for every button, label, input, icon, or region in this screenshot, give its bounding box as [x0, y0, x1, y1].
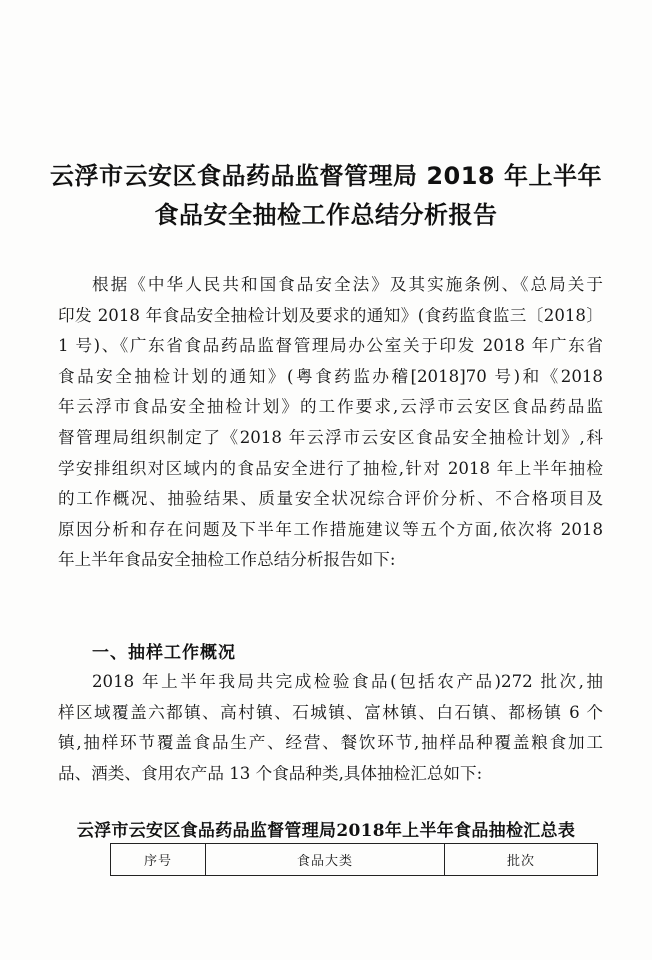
- paragraph-line: 品、酒类、食用农产品 13 个食品种类,具体抽检汇总如下:: [58, 763, 483, 783]
- paragraph-line: 学安排组织对区域内的食品安全进行了抽检,针对 2018 年上半年抽检: [58, 458, 603, 478]
- document-title-line-1: 云浮市云安区食品药品监督管理局 2018 年上半年: [49, 162, 602, 190]
- document-title-line-2: 食品安全抽检工作总结分析报告: [154, 201, 498, 229]
- table-title: 云浮市云安区食品药品监督管理局2018年上半年食品抽检汇总表: [76, 821, 576, 841]
- paragraph-line: 样区域覆盖六都镇、高村镇、石城镇、富林镇、白石镇、都杨镇 6 个: [58, 702, 603, 722]
- table-header-row: [111, 844, 598, 876]
- summary-table: [110, 843, 598, 876]
- paragraph-line: 督管理局组织制定了《2018 年云浮市云安区食品安全抽检计划》,科: [58, 427, 603, 447]
- paragraph-sampling-overview: [58, 667, 603, 789]
- paragraph-intro: [58, 270, 603, 576]
- paragraph-line: 镇,抽样环节覆盖食品生产、经营、餐饮环节,抽样品种覆盖粮食加工: [58, 733, 603, 753]
- paragraph-line: 的工作概况、抽验结果、质量安全状况综合评价分析、不合格项目及: [58, 489, 603, 509]
- paragraph-line: 印发 2018 年食品安全抽检计划及要求的通知》(食药监食监三〔2018〕: [58, 305, 603, 325]
- paragraph-line: 食品安全抽检计划的通知》(粤食药监办稽[2018]70 号)和《2018: [58, 366, 603, 386]
- paragraph-line: 原因分析和存在问题及下半年工作措施建议等五个方面,依次将 2018: [58, 519, 603, 539]
- section-heading: 一、抽样工作概况: [92, 643, 236, 663]
- paragraph-line: 年云浮市食品安全抽检计划》的工作要求,云浮市云安区食品药品监: [58, 397, 603, 417]
- column-header-batches: 批次: [445, 844, 598, 876]
- paragraph-line: 根据《中华人民共和国食品安全法》及其实施条例、《总局关于: [92, 275, 603, 294]
- column-header-food-category: 食品大类: [206, 844, 445, 876]
- paragraph-line: 年上半年食品安全抽检工作总结分析报告如下:: [58, 550, 396, 570]
- column-header-index: 序号: [111, 844, 206, 876]
- paragraph-line: 2018 年上半年我局共完成检验食品(包括农产品)272 批次,抽: [92, 672, 603, 691]
- paragraph-line: 1 号)、《广东省食品药品监督管理局办公室关于印发 2018 年广东省: [58, 336, 603, 356]
